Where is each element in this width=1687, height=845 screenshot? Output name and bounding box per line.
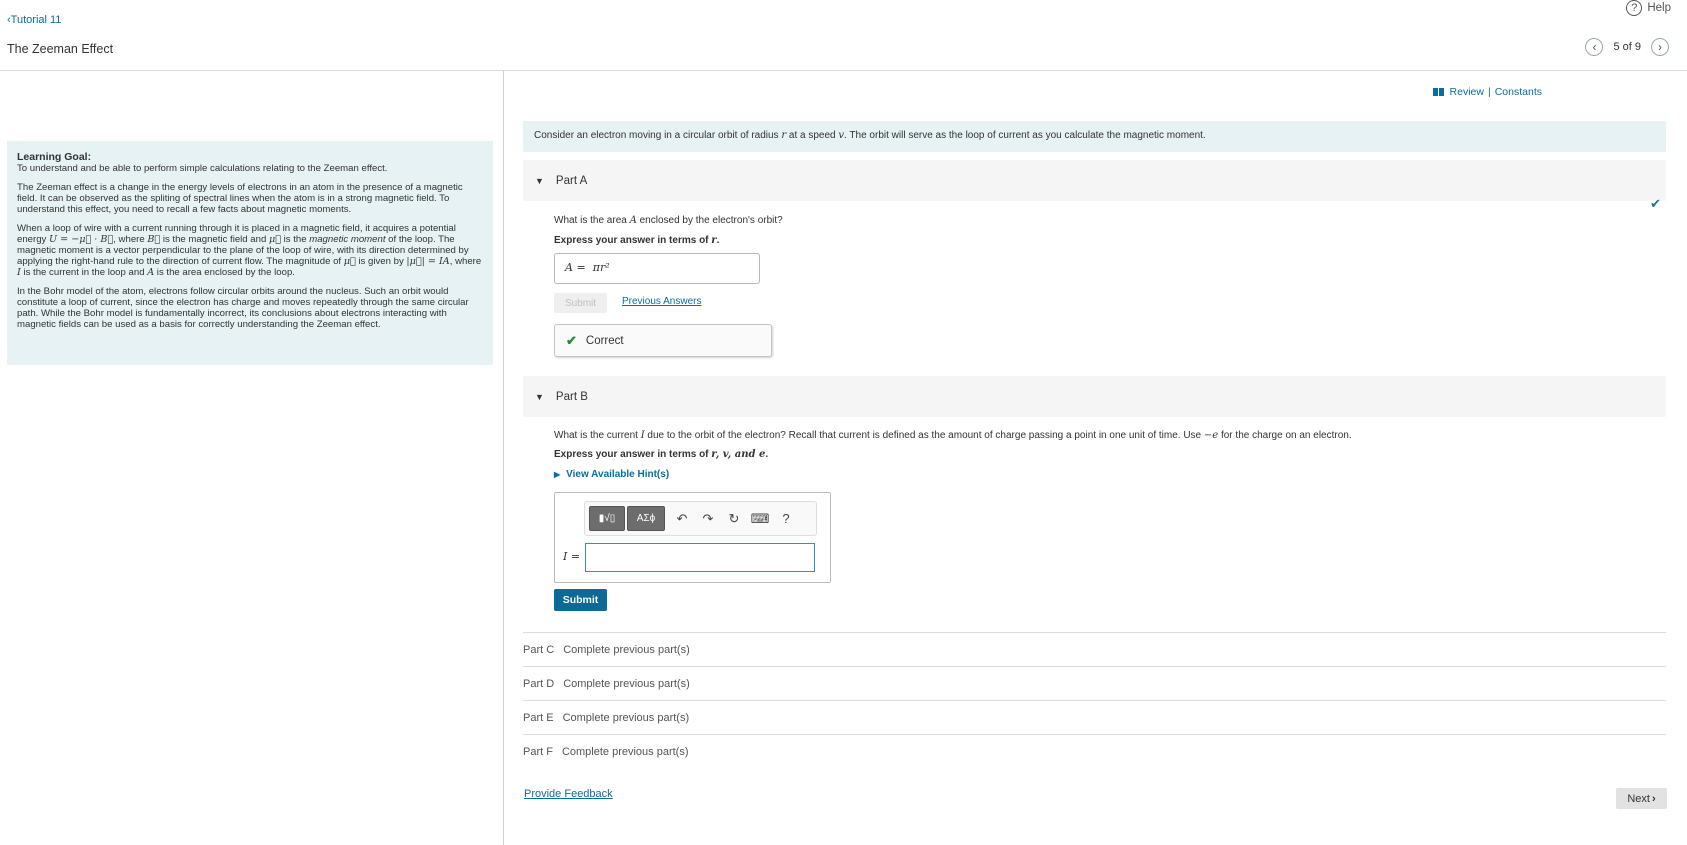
learning-goal-panel [7, 141, 493, 365]
next-label: Next [1627, 792, 1650, 805]
part-e-status: Complete previous part(s) [562, 711, 690, 724]
part-a-label: Part A [555, 174, 588, 187]
problem-intro: Consider an electron moving in a circular orbit of radius r at a speed v. The orbit will serve as the loop of current as you calculate the magnetic moment. [523, 121, 1666, 152]
help-label: Help [1647, 2, 1671, 14]
learning-goal-paragraph-1: The Zeeman effect is a change in the energy levels of electrons in an atom in the presence of a magnetic field. It can be observed as the spliting of spectral lines when the atom is in a strong magnetic field. To understand this effect, you need to recall a few facts about magnetic moments. [17, 182, 463, 216]
learning-goal-paragraph-3: In the Bohr model of the atom, electrons follow circular orbits around the nucleus. Such an orbit would constitute a loop of current, since the electron has charge and moves repeatedly through the same circular path. While the Bohr model is fundamentally incorrect, its conclusions about electrons interacting with magnetic fields can be used as a basis for correctly understanding the Zeeman effect. [17, 286, 469, 331]
magnetic-moment-equation: |μ⃗| = IA [406, 256, 450, 268]
provide-feedback-link[interactable]: Provide Feedback [524, 788, 613, 800]
next-item-button[interactable] [1651, 38, 1669, 56]
hint-label: View Available Hint(s) [566, 469, 670, 480]
caret-down-icon: ▼ [535, 391, 544, 402]
part-b-submit-button[interactable]: Submit [554, 589, 607, 611]
review-link[interactable]: Review [1449, 86, 1484, 98]
header-divider [0, 70, 1687, 71]
column-divider [503, 71, 504, 845]
answer-variable-label: I = [563, 550, 581, 563]
templates-button[interactable]: ▮√▯ [589, 506, 625, 531]
part-c-status: Complete previous part(s) [563, 643, 690, 656]
correct-feedback-box [554, 324, 772, 357]
pager-position: 5 of 9 [1613, 41, 1641, 53]
item-pager [1585, 38, 1669, 56]
back-link-label: Tutorial 11 [10, 14, 62, 26]
redo-icon[interactable]: ↷ [702, 510, 714, 526]
part-a-header[interactable] [523, 160, 1666, 201]
part-a-question: What is the area A enclosed by the electron's orbit? [554, 215, 783, 226]
view-hints-toggle[interactable] [554, 469, 669, 480]
chevron-left-icon: ‹ [1592, 40, 1597, 54]
part-a-submit-button[interactable]: Submit [554, 293, 607, 313]
resource-links [1433, 86, 1542, 98]
keyboard-icon[interactable]: ⌨ [750, 510, 770, 526]
part-d-row[interactable] [523, 666, 1666, 700]
previous-item-button[interactable] [1585, 38, 1603, 56]
reset-icon[interactable]: ↻ [728, 510, 740, 526]
previous-answers-link[interactable]: Previous Answers [622, 296, 702, 307]
constants-link[interactable]: Constants [1494, 86, 1542, 98]
part-a-instructions: Express your answer in terms of r. [554, 235, 720, 246]
help-question-icon[interactable]: ? [782, 511, 790, 526]
symbols-button[interactable]: ΑΣϕ [627, 506, 665, 531]
part-d-status: Complete previous part(s) [563, 677, 690, 690]
chevron-left-icon: ‹ [7, 14, 11, 26]
part-f-row[interactable] [523, 734, 1666, 768]
learning-goal-statement: To understand and be able to perform simple calculations relating to the Zeeman effect. [17, 163, 388, 175]
part-b-question: What is the current I due to the orbit of the electron? Recall that current is defined as the amount of charge passing a point in one unit of time. Use −e for the charge on an electron. [554, 430, 1352, 441]
page-title: The Zeeman Effect [7, 42, 114, 56]
part-e-label: Part E [523, 711, 554, 724]
part-f-label: Part F [523, 745, 553, 758]
chevron-right-icon: › [1651, 792, 1656, 805]
math-toolbar [584, 501, 817, 536]
part-e-row[interactable] [523, 700, 1666, 734]
next-button[interactable] [1616, 788, 1667, 809]
answer-lhs: A = [565, 261, 586, 274]
part-b-answer-input[interactable] [585, 543, 815, 572]
undo-icon[interactable]: ↶ [676, 510, 688, 526]
checkmark-icon: ✔ [1650, 196, 1661, 211]
part-b-instructions: Express your answer in terms of r, v, and e. [554, 449, 769, 460]
part-b-label: Part B [555, 390, 588, 403]
learning-goal-paragraph-2: When a loop of wire with a current running through it is placed in a magnetic field, it acquires a potential energy U = −μ⃗ · B⃗, where B⃗ is the magnetic field and μ⃗ is the magnetic moment of the loop. The magnetic moment is a vector perpendicular to the plane of the loop of wire, with its direction determined by applying the right-hand rule to the direction of current flow. The magnitude of μ⃗ is given by |μ⃗| = IA, where I is the current in the loop and A is the area enclosed by the loop. [17, 223, 482, 279]
part-d-label: Part D [523, 677, 555, 690]
potential-energy-equation: U = −μ⃗ · B⃗ [49, 234, 114, 246]
learning-goal-title: Learning Goal: [17, 151, 92, 163]
question-circle-icon: ? [1626, 0, 1642, 16]
part-c-row[interactable] [523, 632, 1666, 666]
part-a-answer-display [554, 253, 760, 284]
correct-label: Correct [585, 334, 624, 347]
checkmark-icon: ✔ [566, 332, 577, 348]
link-separator: | [1487, 86, 1491, 98]
part-b-header[interactable] [523, 376, 1666, 417]
help-button[interactable] [1626, 0, 1671, 16]
answer-value: πr² [592, 261, 610, 274]
book-icon [1433, 88, 1444, 96]
part-c-label: Part C [523, 643, 555, 656]
chevron-right-icon: › [1658, 40, 1662, 54]
back-to-assignment-link[interactable] [7, 14, 61, 26]
part-f-status: Complete previous part(s) [561, 745, 689, 758]
caret-right-icon: ▶ [554, 470, 561, 479]
caret-down-icon: ▼ [535, 175, 544, 186]
